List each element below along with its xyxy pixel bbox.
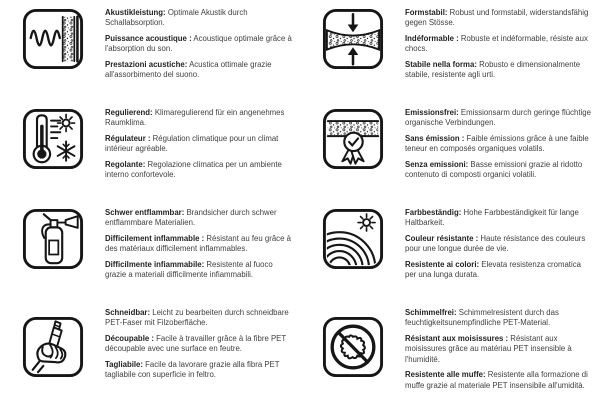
shape-stability-icon xyxy=(322,8,384,70)
body-de: Leicht zu bearbeiten durch schneidbare PET-Faser mit Filzoberfläche. xyxy=(105,308,289,328)
lead-de: Schwer entflammbar: xyxy=(105,208,185,217)
lead-it: Stabile nella forma: xyxy=(405,59,477,69)
feature-text-emission-free xyxy=(405,108,592,186)
body-it: Elevata resistenza cromatica per una lunga durata. xyxy=(405,259,581,280)
fire-extinguisher-icon xyxy=(22,208,84,270)
body-de: Emissionsarm durch geringe flüchtige organische Verbindungen. xyxy=(405,108,591,128)
body-de: Hohe Farbbeständigkeit für lange Haltbarkeit. xyxy=(405,208,579,228)
lead-it: Tagliabile: xyxy=(105,359,143,369)
body-de: Brandsicher durch schwer entflammbare Materialien. xyxy=(105,208,277,228)
body-it: Resistente al fuoco grazie a materiali difficilmente infiammabili. xyxy=(105,259,273,280)
body-it: Basse emissioni grazie al ridotto contenuto di composti organici volatili. xyxy=(405,159,583,180)
body-fr: Acoustique optimale grâce à l'absorption du son. xyxy=(105,33,292,54)
lead-de: Emissionsfrei: xyxy=(405,108,459,117)
lead-de: Formstabil: xyxy=(405,8,448,17)
body-it: Facile da lavorare grazie alla fibra PET tagliabile con superficie in feltro. xyxy=(105,359,280,380)
lead-fr: Résistant aux moisissures : xyxy=(405,333,509,343)
lead-it: Resistente alle muffe: xyxy=(405,370,486,380)
body-it: Resistente alla formazione di muffe grazie al materiale PET insensibile all'umidità. xyxy=(405,370,588,390)
feature-card-flame-resistant xyxy=(0,200,300,300)
body-it: Regolazione climatica per un ambiente interno confortevole. xyxy=(105,159,282,180)
body-fr: Robuste et indéformable, résiste aux chocs. xyxy=(405,33,588,54)
body-it: Acustica ottimale grazie all'assorbimento del suono. xyxy=(105,59,272,80)
feature-text-acoustic xyxy=(105,8,292,86)
climate-regulation-icon xyxy=(22,108,84,170)
feature-card-cuttable xyxy=(0,300,300,400)
feature-text-cuttable xyxy=(105,308,292,386)
body-fr: Résistant aux moisissures grâce au matériau PET insensible à l'humidité. xyxy=(405,333,572,364)
lead-fr: Découpable : xyxy=(105,333,154,343)
lead-fr: Puissance acoustique : xyxy=(105,33,192,43)
lead-fr: Difficilement inflammable : xyxy=(105,233,205,243)
feature-card-acoustic xyxy=(0,0,300,100)
feature-card-emission-free xyxy=(300,100,600,200)
body-fr: Facile à travailler grâce à la fibre PET découpable avec une surface en feutre. xyxy=(105,333,286,354)
body-de: Robust und formstabil, widerstandsfähig gegen Stösse. xyxy=(405,8,589,28)
feature-text-mold-free xyxy=(405,308,592,396)
body-it: Robusto e dimensionalmente stabile, resistente agli urti. xyxy=(405,59,581,80)
lead-it: Difficilmente infiammabile: xyxy=(105,259,205,269)
feature-text-color-fast xyxy=(405,208,592,286)
feature-text-flame-resistant xyxy=(105,208,292,286)
body-fr: Haute résistance des couleurs pour une longue durée de vie. xyxy=(405,233,586,254)
lead-de: Schimmelfrei: xyxy=(405,308,457,317)
body-de: Schimmelresistent durch das feuchtigkeitsunempfindliche PET-Material. xyxy=(405,308,559,328)
body-fr: Résistant au feu grâce à des matériaux difficilement inflammables. xyxy=(105,233,291,254)
lead-de: Regulierend: xyxy=(105,108,153,117)
body-de: Klimaregulierend für ein angenehmes Raumklima. xyxy=(105,108,285,128)
sound-absorption-icon xyxy=(22,8,84,70)
lead-it: Prestazioni acustiche: xyxy=(105,59,188,69)
lead-it: Senza emissioni: xyxy=(405,159,469,169)
emission-certificate-icon xyxy=(322,108,384,170)
body-de: Optimale Akustik durch Schallabsorption. xyxy=(105,8,248,28)
lead-de: Schneidbar: xyxy=(105,308,151,317)
no-mold-icon xyxy=(322,316,384,378)
lead-de: Farbbeständig: xyxy=(405,208,462,217)
feature-card-form-stable xyxy=(300,0,600,100)
body-fr: Faible émissions grâce à une faible teneur en composés organiques volatils. xyxy=(405,133,589,154)
feature-card-mold-free xyxy=(300,300,600,400)
lead-de: Akustikleistung: xyxy=(105,8,166,17)
lead-it: Regolante: xyxy=(105,159,146,169)
sun-glyph xyxy=(358,214,375,231)
lead-fr: Indéformable : xyxy=(405,33,459,43)
feature-card-color-fast xyxy=(300,200,600,300)
hand-cutter-icon xyxy=(22,316,84,378)
lead-fr: Couleur résistante : xyxy=(405,233,479,243)
feature-text-form-stable xyxy=(405,8,592,86)
lead-it: Resistente ai colori: xyxy=(405,259,480,269)
body-fr: Régulation climatique pour un climat intérieur agréable. xyxy=(105,133,279,154)
feature-text-regulating xyxy=(105,108,292,186)
color-fastness-rainbow-icon xyxy=(322,208,384,270)
lead-fr: Régulateur : xyxy=(105,133,151,143)
feature-card-regulating xyxy=(0,100,300,200)
lead-fr: Sans émission : xyxy=(405,133,465,143)
